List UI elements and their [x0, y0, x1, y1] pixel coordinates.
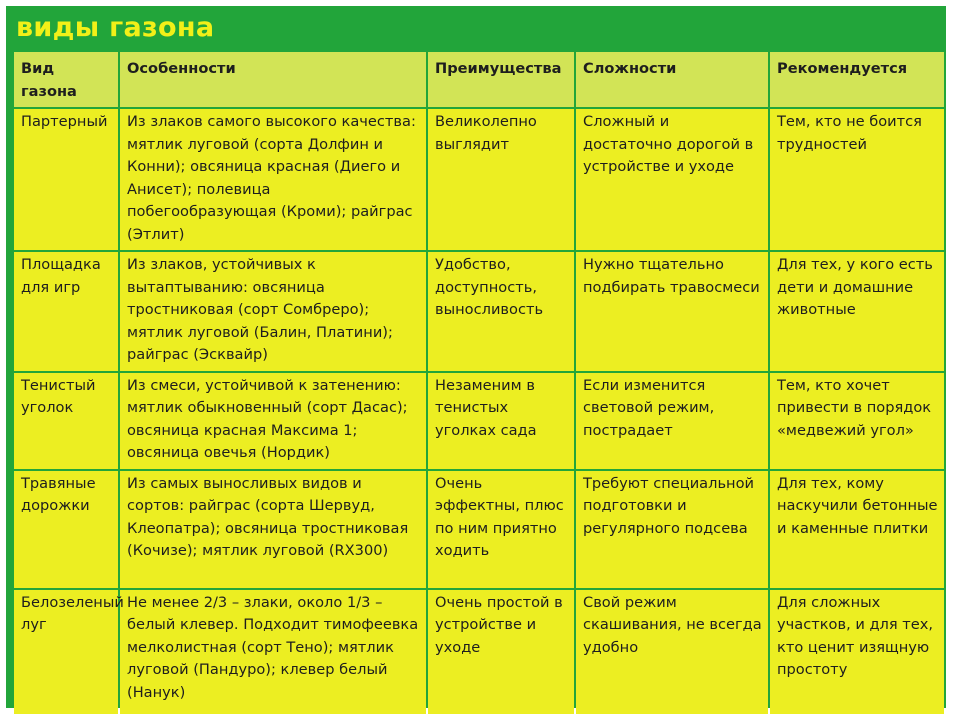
cell-advantages: Очень простой в устройстве и уходе	[428, 590, 574, 714]
table-row	[14, 252, 944, 371]
cell-features: Из злаков самого высокого качества: мятлик луговой (сорта Долфин и Конни); овсяница красная (Диего и Анисет); полевица побегообразующая (Кроми); райграс (Этлит)	[120, 109, 426, 250]
table-row	[14, 109, 944, 250]
table-row	[14, 471, 944, 588]
table-header-row	[14, 52, 944, 107]
cell-type: Тенистый уголок	[14, 373, 118, 469]
table-row	[14, 373, 944, 469]
cell-type: Партерный	[14, 109, 118, 250]
table-row	[14, 590, 944, 714]
cell-features: Из самых выносливых видов и сортов: райграс (сорта Шервуд, Клеопатра); овсяница тростниковая (Кочизе); мятлик луговой (RX300)	[120, 471, 426, 588]
cell-advantages: Великолепно выглядит	[428, 109, 574, 250]
cell-difficulties: Нужно тщательно подбирать травосмеси	[576, 252, 768, 371]
cell-type: Белозеленый луг	[14, 590, 118, 714]
page-title: виды газона	[16, 12, 215, 43]
cell-difficulties: Если изменится световой режим, пострадает	[576, 373, 768, 469]
header-difficulties: Сложности	[576, 52, 768, 107]
cell-advantages: Удобство, доступность, выносливость	[428, 252, 574, 371]
cell-recommended: Тем, кто не боится трудностей	[770, 109, 944, 250]
header-advantages: Преимущества	[428, 52, 574, 107]
cell-recommended: Тем, кто хочет привести в порядок «медвежий угол»	[770, 373, 944, 469]
cell-recommended: Для тех, кому наскучили бетонные и каменные плитки	[770, 471, 944, 588]
cell-type: Площадка для игр	[14, 252, 118, 371]
cell-advantages: Очень эффектны, плюс по ним приятно ходить	[428, 471, 574, 588]
cell-recommended: Для тех, у кого есть дети и домашние животные	[770, 252, 944, 371]
cell-features: Не менее 2/3 – злаки, около 1/3 – белый клевер. Подходит тимофеевка мелколистная (сорт Тено); мятлик луговой (Пандуро); клевер белый (Нанук)	[120, 590, 426, 714]
cell-difficulties: Свой режим скашивания, не всегда удобно	[576, 590, 768, 714]
cell-advantages: Незаменим в тенистых уголках сада	[428, 373, 574, 469]
header-type: Вид газона	[14, 52, 118, 107]
header-recommended: Рекомендуется	[770, 52, 944, 107]
cell-features: Из злаков, устойчивых к вытаптыванию: овсяница тростниковая (сорт Сомбреро); мятлик луговой (Балин, Платини); райграс (Эсквайр)	[120, 252, 426, 371]
cell-difficulties: Сложный и достаточно дорогой в устройстве и уходе	[576, 109, 768, 250]
cell-difficulties: Требуют специальной подготовки и регулярного подсева	[576, 471, 768, 588]
cell-recommended: Для сложных участков, и для тех, кто ценит изящную простоту	[770, 590, 944, 714]
cell-type: Травяные дорожки	[14, 471, 118, 588]
cell-features: Из смеси, устойчивой к затенению: мятлик обыкновенный (сорт Дасас); овсяница красная Максима 1; овсяница овечья (Нордик)	[120, 373, 426, 469]
lawn-types-table	[12, 50, 946, 716]
lawn-types-panel	[6, 6, 946, 708]
header-features: Особенности	[120, 52, 426, 107]
